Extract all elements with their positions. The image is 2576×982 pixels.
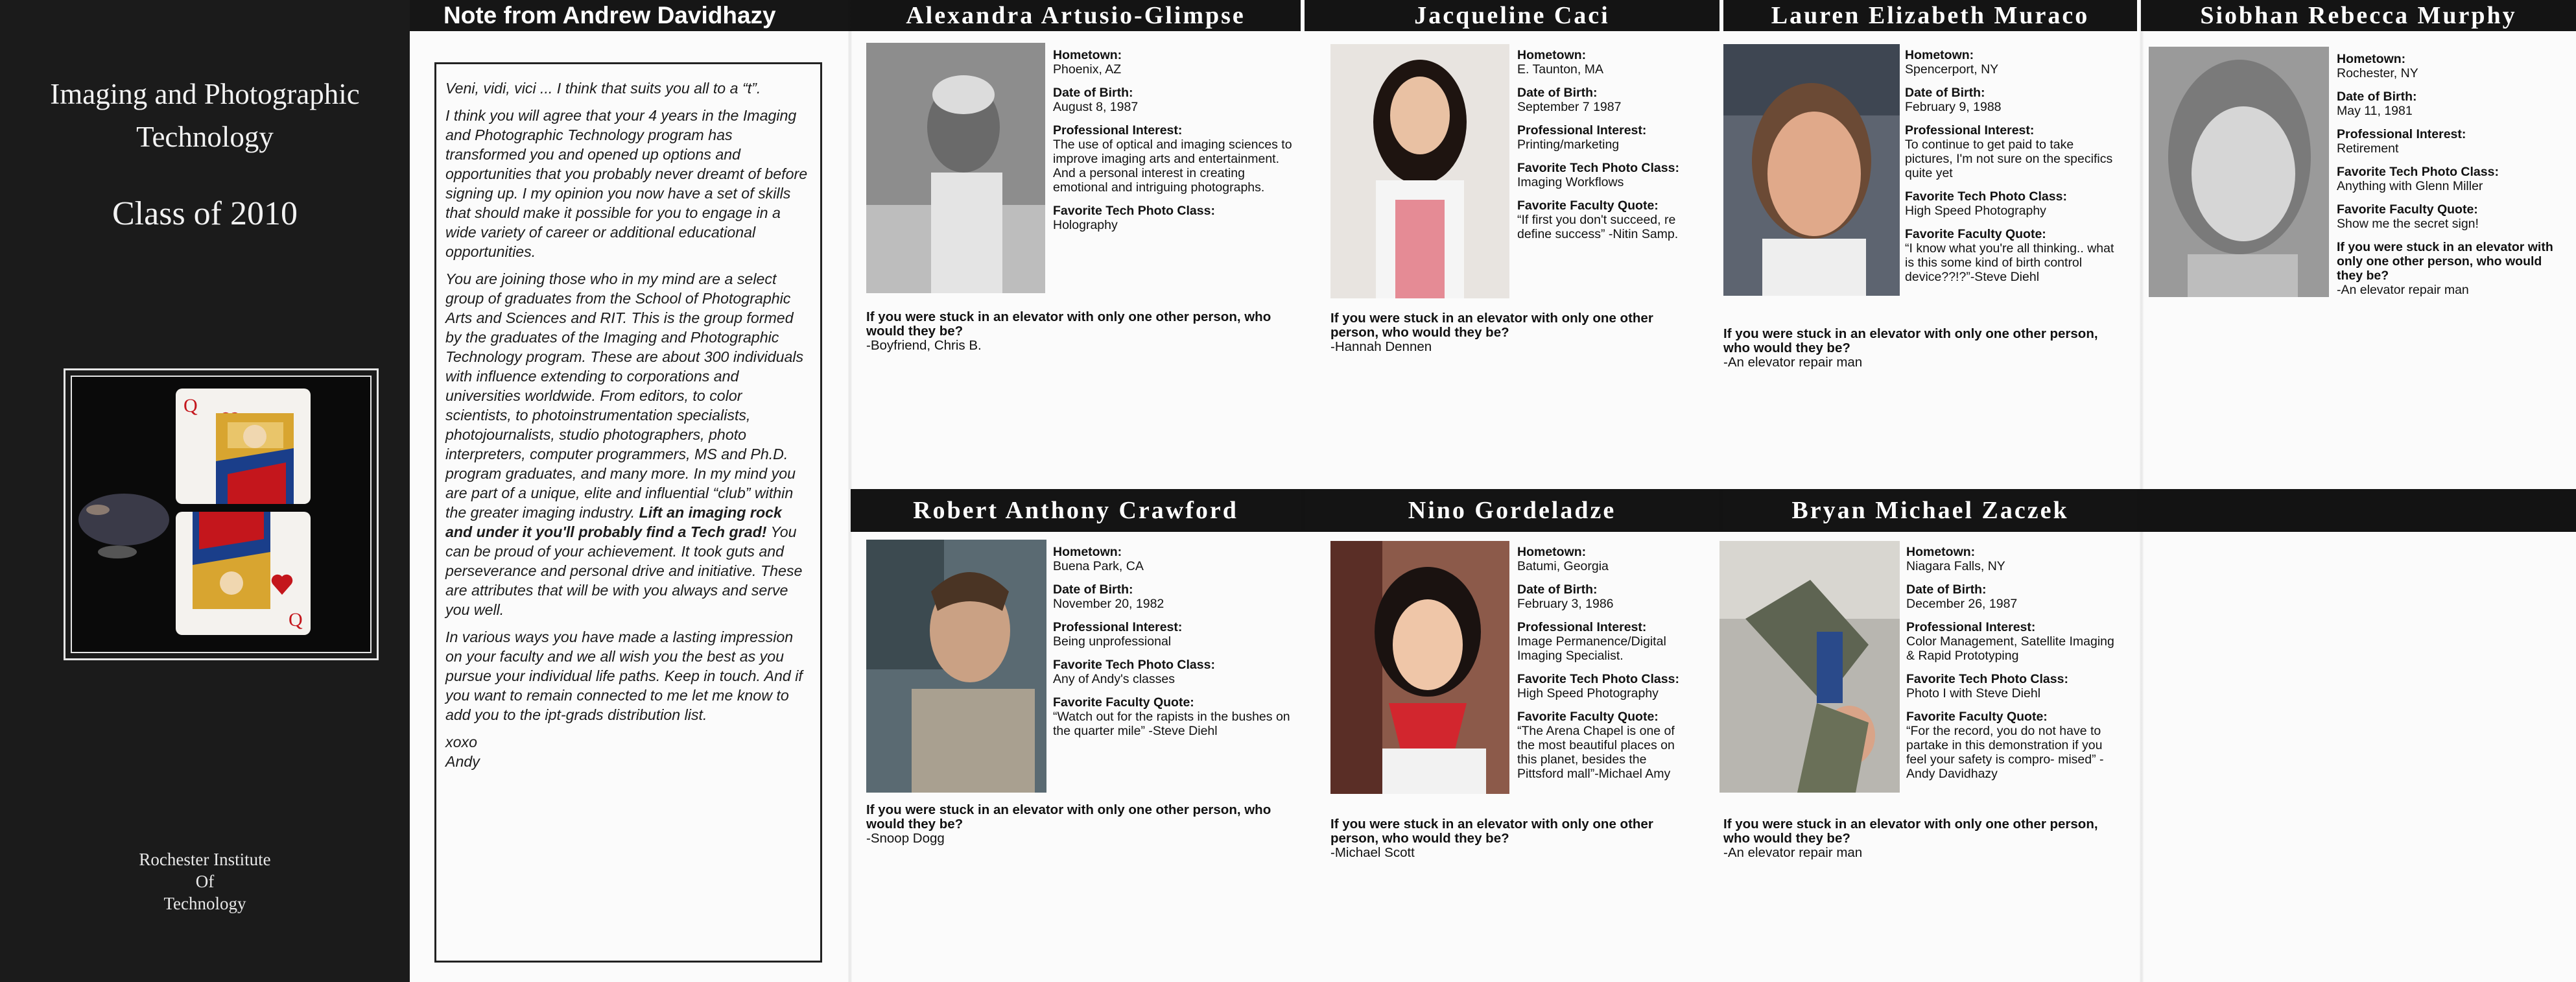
queen-of-hearts-cards-picture <box>72 377 372 653</box>
elevator-answer <box>1723 817 2125 860</box>
profile-info <box>1905 48 2119 320</box>
profile-info <box>1906 545 2120 811</box>
portrait-picture <box>866 540 1046 793</box>
dob-value: September 7 1987 <box>1517 100 1622 114</box>
hometown-value: Niagara Falls, NY <box>1906 559 2005 573</box>
interest-field <box>1053 620 1293 649</box>
fav-quote-label: Favorite Faculty Quote: <box>1906 710 2048 724</box>
fav-class-label: Favorite Tech Photo Class: <box>1517 161 1679 175</box>
fav-quote-value: “I know what you're all thinking.. what is this some kind of birth control device??!?”-Steve Diehl <box>1905 241 2114 284</box>
dob-label: Date of Birth: <box>1053 582 1133 597</box>
profile-info <box>1517 48 1694 294</box>
profile-name-header: Lauren Elizabeth Muraco <box>1723 0 2137 31</box>
hometown-field <box>1517 545 1694 573</box>
profile-name-header: Nino Gordeladze <box>1305 490 1719 531</box>
fav-quote-label: Favorite Faculty Quote: <box>1517 710 1659 724</box>
interest-value: The use of optical and imaging sciences to improve imaging arts and entertainment. And a personal interest in creating emotional and intriguing photographs. <box>1053 138 1292 195</box>
fav-class-label: Favorite Tech Photo Class: <box>1906 672 2068 686</box>
note-signature: Andy <box>445 753 480 770</box>
fav-quote-field <box>1517 198 1694 241</box>
fav-class-value: High Speed Photography <box>1517 686 1659 701</box>
interest-value: Retirement <box>2337 141 2399 156</box>
dob-field <box>2337 90 2564 118</box>
dob-field <box>1053 582 1293 611</box>
dob-value: November 20, 1982 <box>1053 597 1164 611</box>
elevator-question: If you were stuck in an elevator with only one other person, who would they be? <box>1723 326 2098 355</box>
profile-name-header: Jacqueline Caci <box>1305 0 1719 31</box>
fav-class-field <box>1053 204 1293 232</box>
hometown-value: E. Taunton, MA <box>1517 62 1603 77</box>
profile-photo <box>1719 541 1900 793</box>
fav-class-value: Anything with Glenn Miller <box>2337 179 2483 193</box>
cover-title-line1: Imaging and Photographic <box>50 78 360 110</box>
interest-label: Professional Interest: <box>1517 123 1647 138</box>
profile-name-header: Alexandra Artusio-Glimpse <box>851 0 1301 31</box>
elevator-answer <box>866 803 1288 846</box>
fav-class-label: Favorite Tech Photo Class: <box>1053 204 1215 218</box>
elevator-answer <box>1330 311 1700 354</box>
interest-field <box>1905 123 2119 180</box>
note-paragraph: In various ways you have made a lasting impression on your faculty and we all wish you the best as you pursue your individual life paths. Keep in touch. And if you want to remain connected to me let me know to add you to the ipt-grads distribution list. <box>445 629 803 723</box>
profile-name-header: Siobhan Rebecca Murphy <box>2141 0 2576 31</box>
portrait-picture <box>1330 44 1509 298</box>
hometown-label: Hometown: <box>2337 52 2406 66</box>
dob-field <box>1906 582 2120 611</box>
dob-field <box>1517 86 1694 114</box>
interest-label: Professional Interest: <box>1905 123 2035 138</box>
hometown-field <box>1053 48 1293 77</box>
interest-value: Being unprofessional <box>1053 634 1172 649</box>
profile-info <box>1053 545 1293 798</box>
interest-label: Professional Interest: <box>1053 123 1183 138</box>
elevator-question: If you were stuck in an elevator with only one other person, who would they be? <box>1723 817 2098 846</box>
fav-class-field <box>1905 189 2119 218</box>
portrait-picture <box>1719 541 1900 793</box>
profile-name-header: Robert Anthony Crawford <box>851 490 1301 531</box>
elevator-value: -Hannah Dennen <box>1330 339 1432 354</box>
profile-photo <box>2149 47 2329 297</box>
interest-label: Professional Interest: <box>1906 620 2036 634</box>
note-paragraph: I think you will agree that your 4 years in the Imaging and Photographic Technology program has transformed you and opened up options and opportunities that you probably never dreamt of before signing up. I my opinion you now have a set of skills that should make it possible for you to engage in a wide variety of career or additional educational opportunities. <box>445 107 808 260</box>
institute-line1: Rochester Institute <box>139 850 271 869</box>
interest-field <box>1906 620 2120 663</box>
fav-class-value: Any of Andy's classes <box>1053 672 1175 686</box>
dob-label: Date of Birth: <box>1906 582 1987 597</box>
dob-value: December 26, 1987 <box>1906 597 2018 611</box>
note-sign-off: xoxo <box>445 734 477 750</box>
fav-quote-value: Show me the secret sign! <box>2337 217 2479 231</box>
dob-label: Date of Birth: <box>1905 86 1985 100</box>
profile-photo <box>866 540 1046 793</box>
dob-value: February 3, 1986 <box>1517 597 1614 611</box>
dob-label: Date of Birth: <box>1517 582 1598 597</box>
institute-line2: Of <box>195 872 215 891</box>
elevator-value: -Snoop Dogg <box>866 831 945 846</box>
interest-label: Professional Interest: <box>1053 620 1183 634</box>
dob-field <box>1053 86 1293 114</box>
dob-label: Date of Birth: <box>1517 86 1598 100</box>
fav-class-label: Favorite Tech Photo Class: <box>1053 658 1215 672</box>
hometown-value: Spencerport, NY <box>1905 62 1999 77</box>
interest-field <box>1053 123 1293 195</box>
note-emphasis: Lift an imaging rock and under it you'll probably find a Tech grad! <box>445 504 782 540</box>
cover-photo <box>71 376 372 653</box>
elevator-question: If you were stuck in an elevator with only one other person, who would they be? <box>866 309 1271 339</box>
hometown-value: Phoenix, AZ <box>1053 62 1122 77</box>
profile-name-header: Bryan Michael Zaczek <box>1723 490 2137 531</box>
fav-class-label: Favorite Tech Photo Class: <box>1517 672 1679 686</box>
profile-photo <box>1330 541 1509 794</box>
hometown-label: Hometown: <box>1906 545 1976 559</box>
profile-info <box>1053 48 1293 288</box>
dob-label: Date of Birth: <box>1053 86 1133 100</box>
profile-info <box>1517 545 1694 804</box>
class-year: Class of 2010 <box>112 195 298 232</box>
dob-value: February 9, 1988 <box>1905 100 2002 114</box>
hometown-label: Hometown: <box>1053 545 1122 559</box>
interest-value: Image Permanence/Digital Imaging Specialist. <box>1517 634 1666 663</box>
interest-label: Professional Interest: <box>1517 620 1647 634</box>
elevator-value: -An elevator repair man <box>1723 845 1863 860</box>
dob-value: May 11, 1981 <box>2337 104 2413 118</box>
cover-title <box>0 73 410 158</box>
interest-value: Color Management, Satellite Imaging & Rapid Prototyping <box>1906 634 2114 663</box>
interest-value: To continue to get paid to take pictures, I'm not sure on the specifics quite yet <box>1905 138 2113 180</box>
dob-field <box>1517 582 1694 611</box>
elevator-value: -Boyfriend, Chris B. <box>866 338 982 353</box>
interest-field <box>1517 123 1694 152</box>
elevator-question: If you were stuck in an elevator with only one other person, who would they be? <box>1330 311 1653 340</box>
fav-class-field <box>1517 672 1694 701</box>
fav-quote-value: “For the record, you do not have to partake in this demonstration if you feel your safety is compro- mised” -Andy Davidhazy <box>1906 724 2104 781</box>
fav-quote-label: Favorite Faculty Quote: <box>1053 695 1194 710</box>
fav-quote-value: “Watch out for the rapists in the bushes on the quarter mile” -Steve Diehl <box>1053 710 1290 738</box>
fav-class-field <box>2337 165 2564 193</box>
svg-text:Q: Q <box>183 395 198 416</box>
elevator-question: If you were stuck in an elevator with only one other person, who would they be? <box>2337 240 2553 283</box>
fav-quote-label: Favorite Faculty Quote: <box>2337 202 2478 217</box>
profile-photo <box>1723 44 1900 296</box>
elevator-answer <box>2337 240 2564 297</box>
fav-quote-field <box>1053 695 1293 738</box>
hometown-value: Rochester, NY <box>2337 66 2418 80</box>
hometown-value: Batumi, Georgia <box>1517 559 1609 573</box>
fav-quote-value: “If first you don't succeed, re define success” -Nitin Samp. <box>1517 213 1679 241</box>
hometown-field <box>1905 48 2119 77</box>
institute-line3: Technology <box>163 894 246 913</box>
portrait-picture <box>866 43 1045 293</box>
svg-text:Q: Q <box>289 609 303 630</box>
fav-quote-value: “The Arena Chapel is one of the most beautiful places on this planet, besides the Pittsford mall”-Michael Amy <box>1517 724 1675 781</box>
fav-class-label: Favorite Tech Photo Class: <box>2337 165 2499 179</box>
note-body <box>434 62 822 963</box>
elevator-value: -Michael Scott <box>1330 845 1415 860</box>
portrait-picture <box>1330 541 1509 794</box>
hometown-label: Hometown: <box>1905 48 1974 62</box>
interest-field <box>1517 620 1694 663</box>
fav-class-label: Favorite Tech Photo Class: <box>1905 189 2067 204</box>
cover-photo-frame <box>64 368 379 660</box>
fav-class-field <box>1053 658 1293 686</box>
portrait-picture <box>2149 47 2329 297</box>
fav-quote-field <box>1906 710 2120 781</box>
hometown-field <box>1517 48 1694 77</box>
profile-info <box>2337 52 2564 324</box>
note-heading: Note from Andrew Davidhazy <box>410 0 851 31</box>
elevator-answer <box>1723 327 2125 370</box>
fav-class-value: Imaging Workflows <box>1517 175 1624 189</box>
hometown-value: Buena Park, CA <box>1053 559 1144 573</box>
fav-class-value: Holography <box>1053 218 1118 232</box>
note-paragraph: Veni, vidi, vici ... I think that suits you all to a “t”. <box>445 80 761 97</box>
portrait-picture <box>1723 44 1900 296</box>
fav-class-value: High Speed Photography <box>1905 204 2046 218</box>
elevator-value: -An elevator repair man <box>2337 283 2469 297</box>
fav-quote-label: Favorite Faculty Quote: <box>1905 227 2046 241</box>
profile-photo <box>1330 44 1509 298</box>
note-text: You are joining those who in my mind are a select group of graduates from the School of Photographic Arts and Sciences and RIT. This is the group formed by the graduates of the Imaging and Photographic Technology program. These are about 300 individuals with influence extending to corporations and universities worldwide. From editors, to color scientists, to photoinstrumentation specialists, photojournalists, studio photographers, photo interpreters, computer programmers, MS and Ph.D. program graduates, and many more. In my mind you are part of a unique, elite and influential “club” within the greater imaging industry. <box>445 270 804 521</box>
fav-quote-field <box>2337 202 2564 231</box>
fav-quote-label: Favorite Faculty Quote: <box>1517 198 1659 213</box>
elevator-question: If you were stuck in an elevator with only one other person, who would they be? <box>1330 817 1653 846</box>
note-text: You can be proud of your achievement. It took guts and perseverance and personal drive and initiative. These are attributes that will be with you always and serve you well. <box>445 523 803 618</box>
hometown-label: Hometown: <box>1053 48 1122 62</box>
note-paragraph <box>445 269 811 619</box>
interest-value: Printing/marketing <box>1517 138 1620 152</box>
elevator-question: If you were stuck in an elevator with only one other person, who would they be? <box>866 802 1271 832</box>
hometown-label: Hometown: <box>1517 48 1587 62</box>
dob-label: Date of Birth: <box>2337 90 2417 104</box>
hometown-field <box>1053 545 1293 573</box>
hometown-field <box>2337 52 2564 80</box>
elevator-answer <box>866 310 1288 353</box>
dob-field <box>1905 86 2119 114</box>
dob-value: August 8, 1987 <box>1053 100 1139 114</box>
elevator-answer <box>1330 817 1700 860</box>
fav-quote-field <box>1517 710 1694 781</box>
cover-title-line2: Technology <box>136 121 274 153</box>
profile-photo <box>866 43 1045 293</box>
fav-class-value: Photo I with Steve Diehl <box>1906 686 2041 701</box>
fav-class-field <box>1906 672 2120 701</box>
hometown-field <box>1906 545 2120 573</box>
hometown-label: Hometown: <box>1517 545 1587 559</box>
fav-class-field <box>1517 161 1694 189</box>
institute-name <box>0 848 410 915</box>
elevator-value: -An elevator repair man <box>1723 355 1863 370</box>
interest-label: Professional Interest: <box>2337 127 2466 141</box>
fav-quote-field <box>1905 227 2119 284</box>
interest-field <box>2337 127 2564 156</box>
